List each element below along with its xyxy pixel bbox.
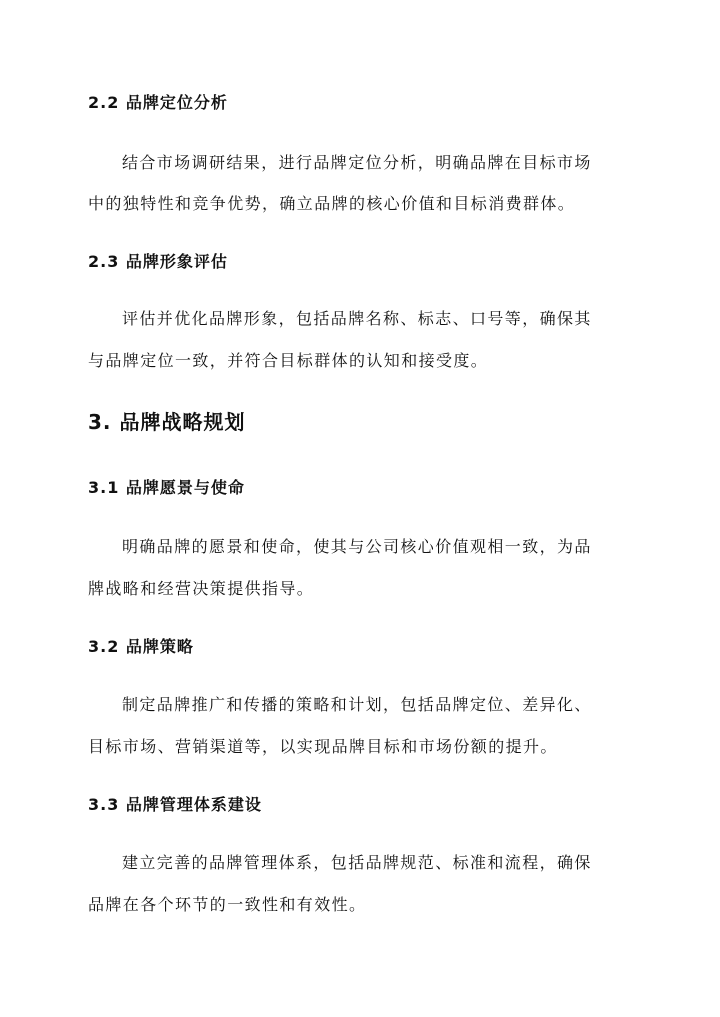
- paragraph-line: 制定品牌推广和传播的策略和计划，包括品牌定位、差异化、: [122, 695, 592, 714]
- section-heading-3-2: 3.2 品牌策略: [88, 637, 194, 656]
- paragraph-line: 中的独特性和竞争优势，确立品牌的核心价值和目标消费群体。: [88, 194, 576, 213]
- paragraph-line: 评估并优化品牌形象，包括品牌名称、标志、口号等，确保其: [122, 309, 592, 328]
- section-heading-3-1: 3.1 品牌愿景与使命: [88, 478, 245, 497]
- paragraph-line: 牌战略和经营决策提供指导。: [88, 579, 315, 598]
- section-heading-3-3: 3.3 品牌管理体系建设: [88, 795, 262, 814]
- section-heading-2-3: 2.3 品牌形象评估: [88, 252, 228, 271]
- paragraph-line: 与品牌定位一致，并符合目标群体的认知和接受度。: [88, 351, 489, 370]
- paragraph-line: 目标市场、营销渠道等，以实现品牌目标和市场份额的提升。: [88, 737, 558, 756]
- paragraph-line: 明确品牌的愿景和使命，使其与公司核心价值观相一致，为品: [122, 537, 592, 556]
- chapter-heading-3: 3. 品牌战略规划: [88, 410, 246, 434]
- paragraph-line: 建立完善的品牌管理体系，包括品牌规范、标准和流程，确保: [122, 853, 592, 872]
- section-heading-2-2: 2.2 品牌定位分析: [88, 93, 228, 112]
- paragraph-line: 结合市场调研结果，进行品牌定位分析，明确品牌在目标市场: [122, 153, 592, 172]
- paragraph-line: 品牌在各个环节的一致性和有效性。: [88, 895, 367, 914]
